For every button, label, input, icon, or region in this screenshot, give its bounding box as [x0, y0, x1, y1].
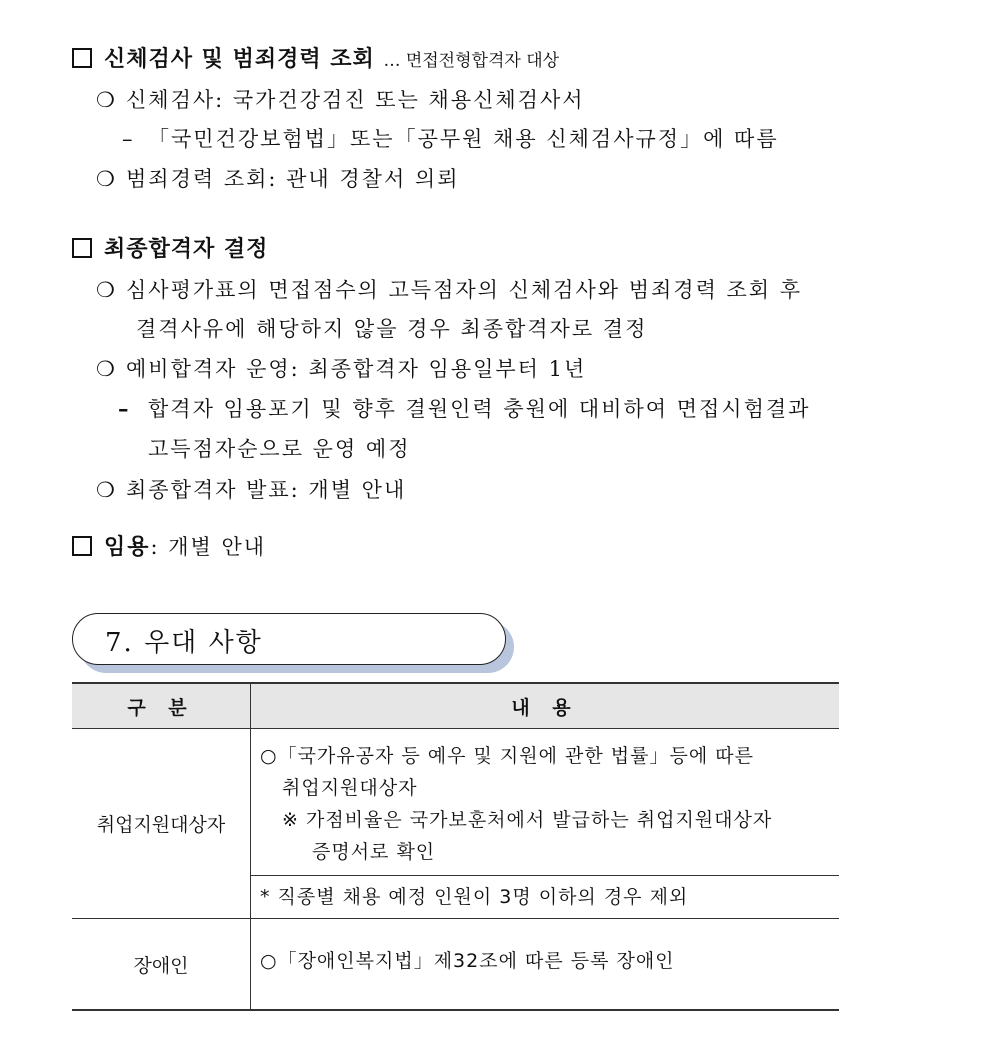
footnote-text: * 직종별 채용 예정 인원이 3명 이하의 경우 제외	[260, 886, 689, 908]
circle-bullet-icon: ❍	[96, 478, 117, 502]
square-bullet-icon	[72, 536, 92, 556]
square-bullet-icon	[72, 238, 92, 258]
item-text: 합격자 임용포기 및 향후 결원인력 충원에 대비하여 면접시험결과	[148, 397, 811, 421]
table-row	[72, 919, 839, 1011]
item-text: 범죄경력 조회: 관내 경찰서 의뢰	[126, 167, 460, 191]
list-subitem	[118, 393, 810, 423]
list-item	[96, 84, 585, 114]
list-subitem	[122, 123, 779, 153]
item-text: 심사평가표의 면접점수의 고득점자의 신체검사와 범죄경력 조회 후	[126, 278, 803, 302]
section-heading-appointment	[72, 530, 266, 561]
heading-text: 신체검사 및 범죄경력 조회	[104, 46, 375, 72]
list-item	[96, 474, 406, 504]
content-cell	[251, 729, 840, 876]
heading-subtitle: … 면접전형합격자 대상	[383, 51, 560, 71]
table-row	[72, 729, 839, 876]
preference-table	[72, 682, 839, 1011]
heading-text: 임용	[104, 534, 151, 560]
list-subitem-continuation: 고득점자순으로 운영 예정	[148, 437, 411, 461]
heading-text: 최종합격자 결정	[104, 236, 269, 262]
dash-bullet-icon: –	[118, 396, 131, 421]
content-line: 취업지원대상자	[282, 777, 418, 799]
item-text: 「국민건강보험법」또는「공무원 채용 신체검사규정」에 따름	[148, 127, 779, 151]
list-item-continuation: 결격사유에 해당하지 않을 경우 최종합격자로 결정	[136, 317, 648, 341]
category-cell: 취업지원대상자	[72, 729, 251, 919]
table-header-row	[72, 683, 839, 729]
section-7-title-box	[72, 613, 506, 665]
note-line: 증명서로 확인	[312, 841, 436, 863]
circle-bullet-icon: ❍	[96, 167, 117, 191]
circle-bullet-icon: ❍	[96, 278, 117, 302]
header-content: 내 용	[251, 683, 840, 729]
section-heading-physical-exam	[72, 42, 559, 73]
heading-rest: : 개별 안내	[150, 535, 267, 559]
item-text: 신체검사: 국가건강검진 또는 채용신체검사서	[126, 88, 585, 112]
square-bullet-icon	[72, 48, 92, 68]
section-7-title: 7. 우대 사항	[105, 628, 263, 658]
footnote-cell	[251, 876, 840, 919]
list-item	[96, 274, 802, 304]
circle-bullet-icon: ❍	[96, 357, 117, 381]
dash-bullet-icon: –	[122, 127, 135, 151]
header-category: 구 분	[72, 683, 251, 729]
list-item	[96, 353, 586, 383]
category-cell: 장애인	[72, 919, 251, 1011]
item-text: 최종합격자 발표: 개별 안내	[126, 478, 407, 502]
note-line: ※ 가점비율은 국가보훈처에서 발급하는 취업지원대상자	[282, 809, 773, 831]
content-line: ○「국가유공자 등 예우 및 지원에 관한 법률」등에 따른	[260, 745, 754, 767]
list-item	[96, 163, 460, 193]
content-cell	[251, 919, 840, 1011]
item-text: 예비합격자 운영: 최종합격자 임용일부터 1년	[126, 357, 587, 381]
section-heading-final-pass	[72, 232, 268, 263]
circle-bullet-icon: ❍	[96, 88, 117, 112]
content-line: ○「장애인복지법」제32조에 따른 등록 장애인	[260, 950, 675, 972]
